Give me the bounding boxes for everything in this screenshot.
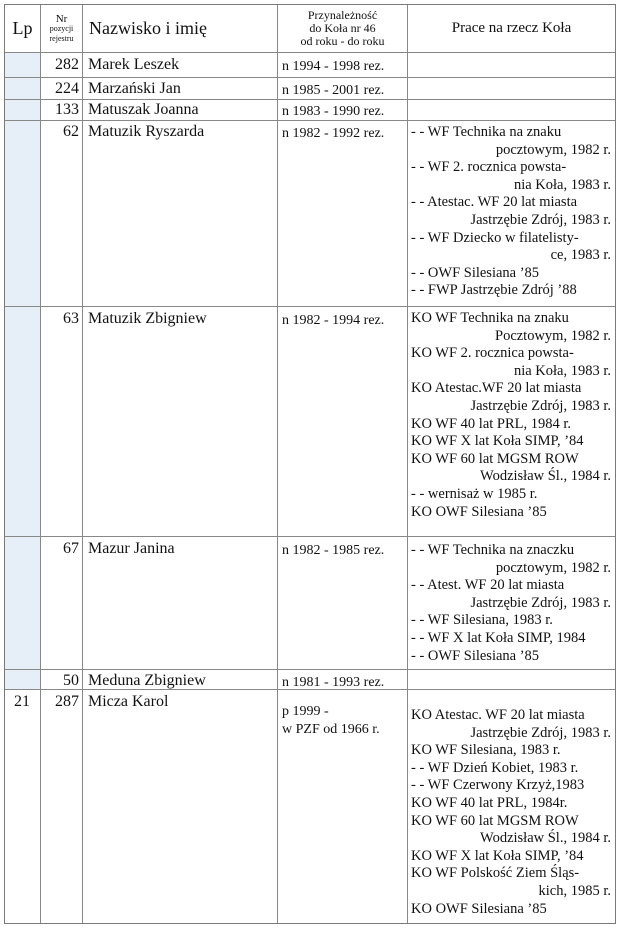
works-line: KO OWF Silesiana ’85 [411, 900, 547, 917]
row-divider [5, 52, 615, 53]
header-name [83, 5, 283, 52]
row-lp: 21 [14, 693, 30, 710]
works-line: nia Koła, 1983 r. [513, 362, 611, 379]
works-line: - - WF Dzień Kobiet, 1983 r. [411, 759, 579, 776]
works-line: pocztowym, 1982 r. [495, 559, 611, 576]
header-name-label: Nazwisko i imię [89, 18, 207, 38]
row-membership: n 1983 - 1990 rez. [282, 104, 385, 119]
works-line: pocztowym, 1982 r. [495, 141, 611, 158]
column-divider [407, 5, 408, 923]
lp-column-shading [5, 53, 40, 689]
column-divider [40, 5, 41, 923]
row-membership: n 1982 - 1985 rez. [282, 543, 385, 558]
works-line: KO WF Technika na znaku [411, 310, 569, 326]
row-name: Meduna Zbigniew [88, 672, 206, 689]
works-line: KO WF 2. rocznica powsta- [411, 345, 574, 362]
header-lp [5, 5, 40, 52]
works-line: KO WF 40 lat PRL, 1984r. [411, 794, 568, 811]
works-line: kich, 1985 r. [538, 882, 611, 899]
row-membership: n 1985 - 2001 rez. [282, 83, 385, 98]
works-line: KO Atestac. WF 20 lat miasta [411, 707, 585, 723]
row-membership: n 1981 - 1993 rez. [282, 675, 385, 690]
membership-line: p 1999 - [282, 704, 329, 719]
register-table [4, 4, 616, 924]
header-membership-line3: od roku - do roku [300, 34, 385, 48]
works-line: Wodzisław Śl., 1984 r. [480, 830, 611, 847]
row-divider [5, 536, 615, 537]
header-works-label: Prace na rzecz Koła [451, 20, 572, 36]
row-nr: 133 [55, 101, 79, 118]
column-divider [277, 5, 278, 923]
works-line: - - WF Technika na znaczku [411, 542, 575, 558]
header-lp-label: Lp [12, 18, 33, 38]
works-line: Jastrzębie Zdrój, 1983 r. [470, 724, 611, 741]
works-line: - - WF X lat Koła SIMP, 1984 [411, 629, 586, 646]
works-line: Wodzisław Śl., 1984 r. [480, 468, 611, 485]
header-nr-line2: pozycji [49, 23, 74, 33]
header-membership [278, 5, 407, 52]
works-line: - - FWP Jastrzębie Zdrój ’88 [411, 282, 577, 299]
works-line: Jastrzębie Zdrój, 1983 r. [470, 594, 611, 611]
row-membership: n 1982 - 1994 rez. [282, 313, 385, 328]
header-membership-line1: Przynależność [307, 8, 378, 22]
row-works [411, 310, 611, 521]
works-line: - - WF Dziecko w filatelisty- [411, 229, 579, 246]
works-line: - - WF Czerwony Krzyż,1983 [411, 777, 585, 794]
row-divider [5, 669, 615, 670]
works-line: KO WF Silesiana, 1983 r. [411, 742, 561, 759]
works-line: KO WF X lat Koła SIMP, ’84 [411, 433, 584, 450]
header-nr-line3: rejestru [49, 33, 74, 43]
works-line: - - WF Silesiana, 1983 r. [411, 612, 553, 629]
works-line: KO WF 40 lat PRL, 1984 r. [411, 415, 572, 432]
header-nr-line1: Nr [55, 12, 68, 25]
row-membership: n 1994 - 1998 rez. [282, 59, 385, 74]
row-works [411, 542, 611, 665]
row-name: Matuzik Zbigniew [88, 310, 207, 327]
works-line: ce, 1983 r. [550, 247, 611, 264]
row-nr: 50 [63, 672, 79, 689]
column-divider [82, 5, 83, 923]
row-works [411, 124, 611, 300]
row-nr: 224 [55, 80, 79, 97]
row-name: Mazur Janina [88, 540, 175, 557]
row-nr: 282 [55, 56, 79, 73]
works-line: - - WF Technika na znaku [411, 124, 562, 140]
works-line: nia Koła, 1983 r. [513, 176, 611, 193]
row-name: Matuszak Joanna [88, 101, 199, 118]
row-nr: 67 [63, 540, 79, 557]
row-works [411, 707, 611, 918]
row-name: Marzański Jan [88, 80, 181, 97]
works-line: KO WF X lat Koła SIMP, ’84 [411, 847, 584, 864]
works-line: - - WF 2. rocznica powsta- [411, 159, 567, 176]
row-nr: 63 [63, 310, 79, 327]
row-name: Matuzik Ryszarda [88, 123, 205, 140]
row-membership: n 1982 - 1992 rez. [282, 126, 385, 141]
row-membership [282, 703, 380, 738]
works-line: Jastrzębie Zdrój, 1983 r. [470, 397, 611, 414]
header-works [408, 5, 615, 52]
works-line: KO WF 60 lat MGSM ROW [411, 812, 579, 829]
works-line: - - OWF Silesiana ’85 [411, 264, 540, 281]
works-line: - - Atest. WF 20 lat miasta [411, 577, 565, 594]
works-line: Pocztowym, 1982 r. [495, 327, 611, 344]
works-line: - - Atestac. WF 20 lat miasta [411, 194, 578, 211]
row-name: Micza Karol [88, 693, 169, 710]
works-line: - - wernisaż w 1985 r. [411, 485, 538, 502]
works-line: - - OWF Silesiana ’85 [411, 647, 540, 664]
row-divider [5, 77, 615, 78]
works-line: KO WF 60 lat MGSM ROW [411, 450, 579, 467]
row-divider [5, 306, 615, 307]
header-membership-line2: do Koła nr 46 [309, 21, 376, 35]
works-line: KO Atestac.WF 20 lat miasta [411, 380, 582, 397]
row-name: Marek Leszek [88, 56, 180, 73]
works-line: KO OWF Silesiana ’85 [411, 503, 547, 520]
header-nr [41, 5, 82, 52]
works-line: KO WF Polskość Ziem Śląs- [411, 865, 580, 882]
membership-line: w PZF od 1966 r. [282, 721, 380, 737]
row-nr: 287 [55, 693, 79, 710]
works-line: Jastrzębie Zdrój, 1983 r. [470, 211, 611, 228]
row-nr: 62 [63, 123, 79, 140]
